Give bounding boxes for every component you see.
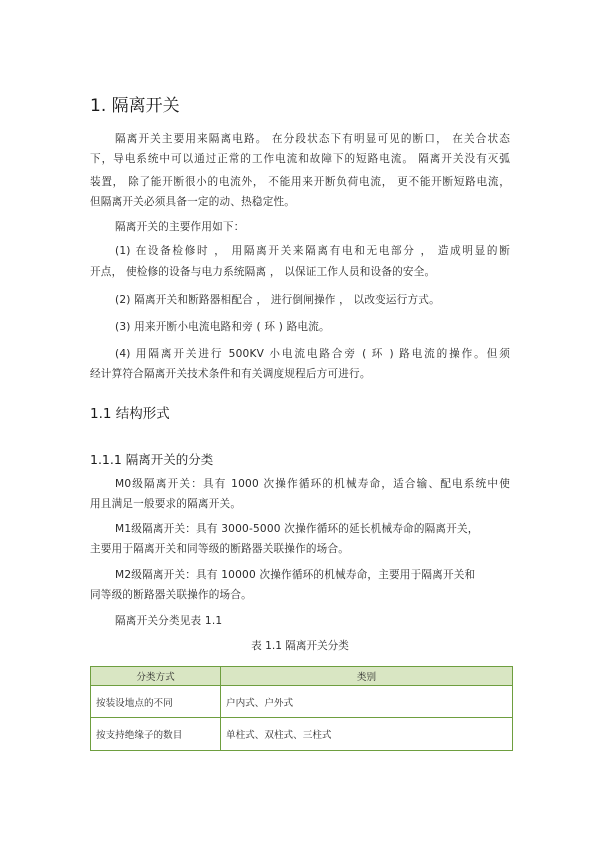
table-row (91, 686, 513, 718)
function-item-2: (2) 隔离开关和断路器相配合 ， 进行倒闸操作 ， 以改变运行方式。 (115, 294, 440, 306)
table-caption: 表 1.1 隔离开关分类 (251, 640, 349, 652)
table-cell: 按装设地点的不同 (91, 686, 221, 718)
heading-classification: 1.1.1 隔离开关的分类 (90, 452, 214, 467)
function-item-3: (3) 用来开断小电流电路和旁 ( 环 ) 路电流。 (115, 321, 330, 333)
heading-isolating-switch: 1. 隔离开关 (90, 96, 180, 116)
intro-line-1: 隔离开关主要用来隔离电路。 在分段状态下有明显可见的断口， 在关合状态 (115, 133, 510, 145)
m1-line-1: M1级隔离开关：具有 3000-5000 次操作循环的延长机械寿命的隔离开关， (115, 523, 479, 535)
table-cell: 户内式、户外式 (221, 686, 513, 718)
table-reference: 隔离开关分类见表 1.1 (115, 615, 223, 627)
intro-line-2: 下，导电系统中可以通过正常的工作电流和故障下的短路电流。 隔离开关没有灭弧 (90, 153, 510, 165)
table-cell: 按支持绝缘子的数目 (91, 718, 221, 751)
table-header-cell: 类别 (221, 667, 513, 686)
m0-line-2: 用且满足一般要求的隔离开关。 (90, 498, 242, 510)
table-header-cell: 分类方式 (91, 667, 221, 686)
functions-intro: 隔离开关的主要作用如下： (115, 221, 245, 233)
intro-line-4: 但隔离开关必须具备一定的动、热稳定性。 (90, 196, 296, 208)
m2-line-2: 同等级的断路器关联操作的场合。 (90, 589, 252, 601)
item-4-line-2: 经计算符合隔离开关技术条件和有关调度规程后方可进行。 (90, 368, 371, 380)
item-1-line-2: 开点， 使检修的设备与电力系统隔离 ， 以保证工作人员和设备的安全。 (90, 266, 436, 278)
intro-line-3: 装置， 除了能开断很小的电流外， 不能用来开断负荷电流， 更不能开断短路电流， (90, 176, 510, 188)
item-1-line-1: (1) 在设备检修时 ， 用隔离开关来隔离有电和无电部分 ， 造成明显的断 (115, 245, 510, 257)
heading-structure: 1.1 结构形式 (90, 406, 170, 422)
table-header-row (91, 667, 513, 686)
m1-line-2: 主要用于隔离开关和同等级的断路器关联操作的场合。 (90, 543, 350, 555)
m2-line-1: M2级隔离开关：具有 10000 次操作循环的机械寿命，主要用于隔离开关和 (115, 569, 476, 581)
item-4-line-1: (4) 用隔离开关进行 500KV 小电流电路合旁 ( 环 ) 路电流的操作。但须 (115, 348, 510, 360)
classification-table (90, 666, 513, 751)
table-row (91, 718, 513, 751)
table-cell: 单柱式、双柱式、三柱式 (221, 718, 513, 751)
m0-line-1: M0级隔离开关：具有 1000 次操作循环的机械寿命，适合输、配电系统中使 (115, 478, 510, 490)
